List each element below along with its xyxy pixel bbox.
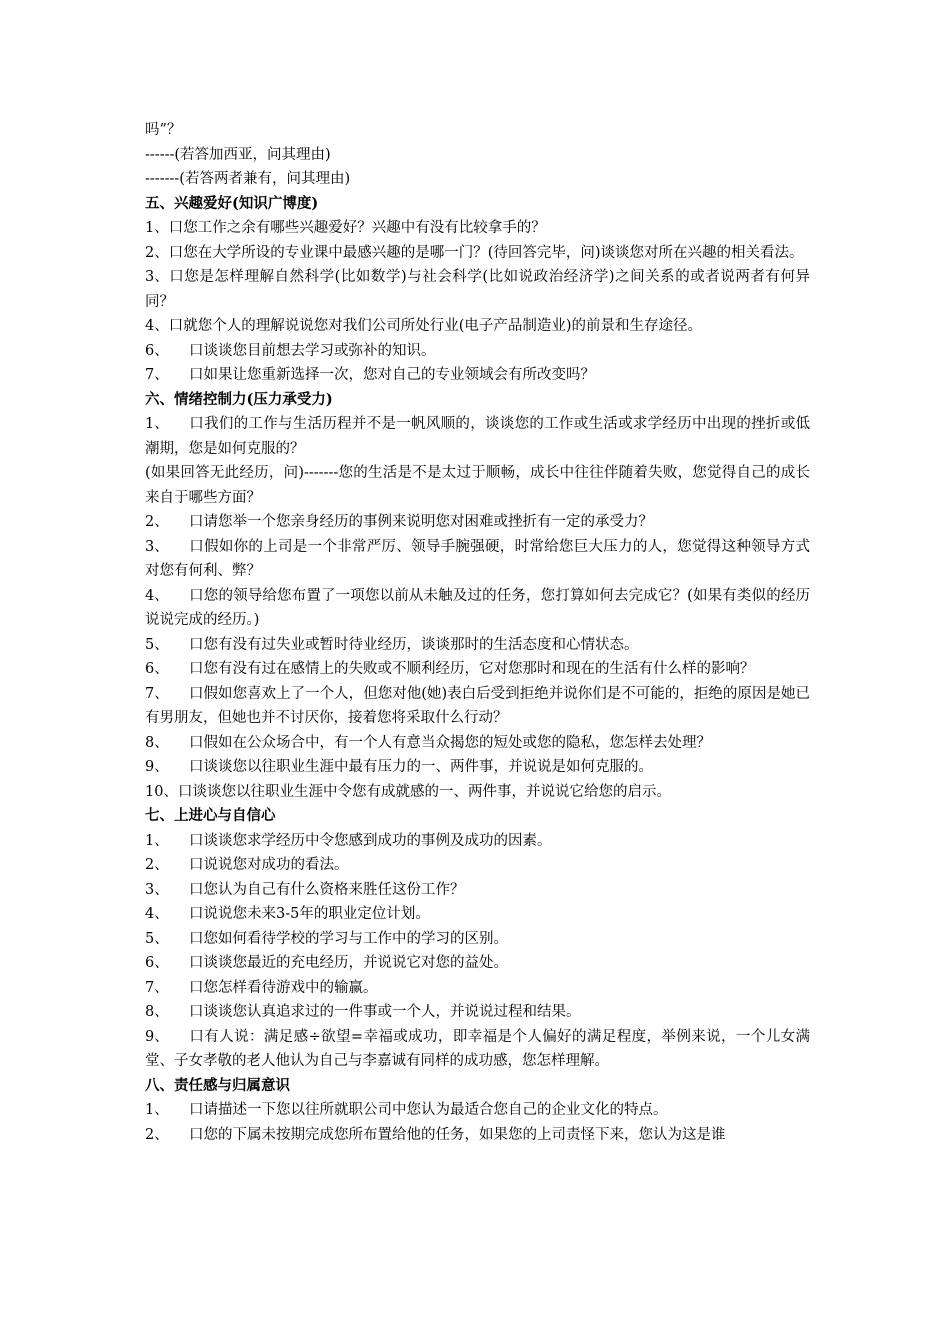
item-text: 口您认为自己有什么资格来胜任这份工作？ [189,881,465,898]
item-text: 口谈谈您以往职业生涯中最有压力的一、两件事，并说说是如何克服的。 [189,759,653,775]
list-item [145,510,810,535]
section-6-items [145,412,810,804]
list-item [145,878,810,903]
item-text: (如果回答无此经历，问)-------您的生活是不是太过于顺畅，成长中往往伴随着失败，您觉得自己的成长来自于哪些方面？ [145,465,810,506]
item-number: 4、 [145,318,169,334]
item-text: 口您的下属未按期完成您所布置给他的任务，如果您的上司责怪下来，您认为这是谁 [189,1126,726,1143]
item-number: 8、 [145,1004,169,1020]
item-text: 口谈谈您求学经历中令您感到成功的事例及成功的因素。 [189,832,552,849]
item-text: 口您在大学所设的专业课中最感兴趣的是哪一门？(待回答完毕，问)谈谈您对所在兴趣的相关看法。 [168,244,804,261]
item-number: 2、 [145,857,169,873]
item-number: 5、 [145,636,169,653]
item-number: 2、 [145,1126,169,1143]
item-number: 9、 [145,1028,169,1045]
list-item [145,927,810,952]
item-text: 口您工作之余有哪些兴趣爱好？兴趣中有没有比较拿手的？ [168,220,546,236]
list-item [145,363,810,388]
item-number: 1、 [145,832,169,849]
list-item [145,412,810,461]
item-text: 口就您个人的理解说说您对我们公司所处行业(电子产品制造业)的前景和生存途径。 [168,318,703,334]
item-text: 口有人说：满足感÷欲望=幸福或成功，即幸福是个人偏好的满足程度，举例来说，一个儿女满堂、子女孝敬的老人他认为自己与李嘉诚有同样的成功感，您怎样理解。 [145,1028,810,1069]
list-item [145,951,810,976]
item-number: 4、 [145,906,169,922]
item-number: 3、 [145,881,169,898]
list-item [145,314,810,339]
section-heading: 七、上进心与自信心 [145,807,276,824]
text-line: -------(若答两者兼有，问其理由) [145,171,351,187]
item-number: 10、 [145,783,178,800]
item-text: 口如果让您重新选择一次，您对自己的专业领域会有所改变吗？ [189,367,595,383]
item-number: 3、 [145,538,169,555]
section-5-items [145,216,810,388]
item-number: 2、 [145,244,169,261]
list-item [145,1025,810,1074]
item-text: 口谈谈您最近的充电经历，并说说它对您的益处。 [189,955,508,971]
item-number: 8、 [145,734,169,751]
item-text: 口请您举一个您亲身经历的事例来说明您对困难或挫折有一定的承受力？ [189,514,653,530]
item-number: 2、 [145,514,169,530]
item-text: 口您有没有过失业或暂时待业经历，谈谈那时的生活态度和心情状态。 [189,636,639,653]
item-text: 口您是怎样理解自然科学(比如数学)与社会科学(比如说政治经济学)之间关系的或者说两者有何异同？ [145,269,810,310]
list-item [145,241,810,266]
list-item [145,339,810,364]
item-text: 口您怎样看待游戏中的输赢。 [189,979,378,996]
list-item [145,584,810,633]
text-line: ------(若答加西亚，问其理由) [145,146,331,163]
list-item [145,682,810,731]
item-text: 口说说您对成功的看法。 [189,857,349,873]
text-line: 吗”？ [145,122,182,138]
item-text: 口假如您喜欢上了一个人，但您对他(她)表白后受到拒绝并说你们是不可能的，拒绝的原因是她已有男朋友，但她也并不讨厌你，接着您将采取什么行动？ [145,685,810,726]
list-item [145,216,810,241]
list-item [145,853,810,878]
item-number: 9、 [145,759,169,775]
item-number: 7、 [145,367,169,383]
list-item [145,731,810,756]
item-number: 1、 [145,1102,169,1118]
list-item [145,633,810,658]
section-8-items [145,1098,810,1147]
section-7-items [145,829,810,1074]
item-text: 口您如何看待学校的学习与工作中的学习的区别。 [189,930,508,947]
item-number: 7、 [145,685,169,702]
section-heading: 五、兴趣爱好(知识广博度) [145,194,319,212]
item-text: 口假如在公众场合中，有一个人有意当众揭您的短处或您的隐私，您怎样去处理？ [189,734,711,751]
item-number: 1、 [145,220,169,236]
item-text: 口谈谈您认真追求过的一件事或一个人，并说说过程和结果。 [189,1004,581,1020]
section-heading: 八、责任感与归属意识 [145,1076,290,1094]
list-item [145,1098,810,1123]
item-number: 1、 [145,416,169,432]
item-text: 口谈谈您以往职业生涯中令您有成就感的一、两件事，并说说它给您的启示。 [177,783,671,800]
list-item [145,902,810,927]
list-item [145,657,810,682]
item-text: 口我们的工作与生活历程并不是一帆风顺的，谈谈您的工作或生活或求学经历中出现的挫折或低潮期，您是如何克服的？ [145,416,810,457]
item-text: 口您的领导给您布置了一项您以前从未触及过的任务，您打算如何去完成它？(如果有类似的经历说说完成的经历。) [145,587,810,628]
item-text: 口请描述一下您以往所就职公司中您认为最适合您自己的企业文化的特点。 [189,1102,668,1118]
item-number: 3、 [145,269,169,285]
item-text: 口说说您未来3-5年的职业定位计划。 [189,906,430,922]
item-text: 口谈谈您目前想去学习或弥补的知识。 [189,342,436,359]
list-item [145,755,810,780]
item-number: 6、 [145,661,169,677]
item-number: 4、 [145,587,169,604]
list-item [145,265,810,314]
document-page [145,118,810,1147]
item-number: 7、 [145,979,169,996]
item-text: 口您有没有过在感情上的失败或不顺利经历，它对您那时和现在的生活有什么样的影响？ [189,661,755,677]
section-heading: 六、情绪控制力(压力承受力) [145,390,333,408]
list-item [145,535,810,584]
list-item [145,780,810,805]
list-item [145,829,810,854]
item-number: 6、 [145,342,169,359]
list-item [145,1123,810,1148]
list-item [145,1000,810,1025]
list-item [145,461,810,510]
item-number: 5、 [145,930,169,947]
item-text: 口假如你的上司是一个非常严厉、领导手腕强硬，时常给您巨大压力的人，您觉得这种领导方式对您有何利、弊？ [145,538,810,579]
item-number: 6、 [145,955,169,971]
list-item [145,976,810,1001]
